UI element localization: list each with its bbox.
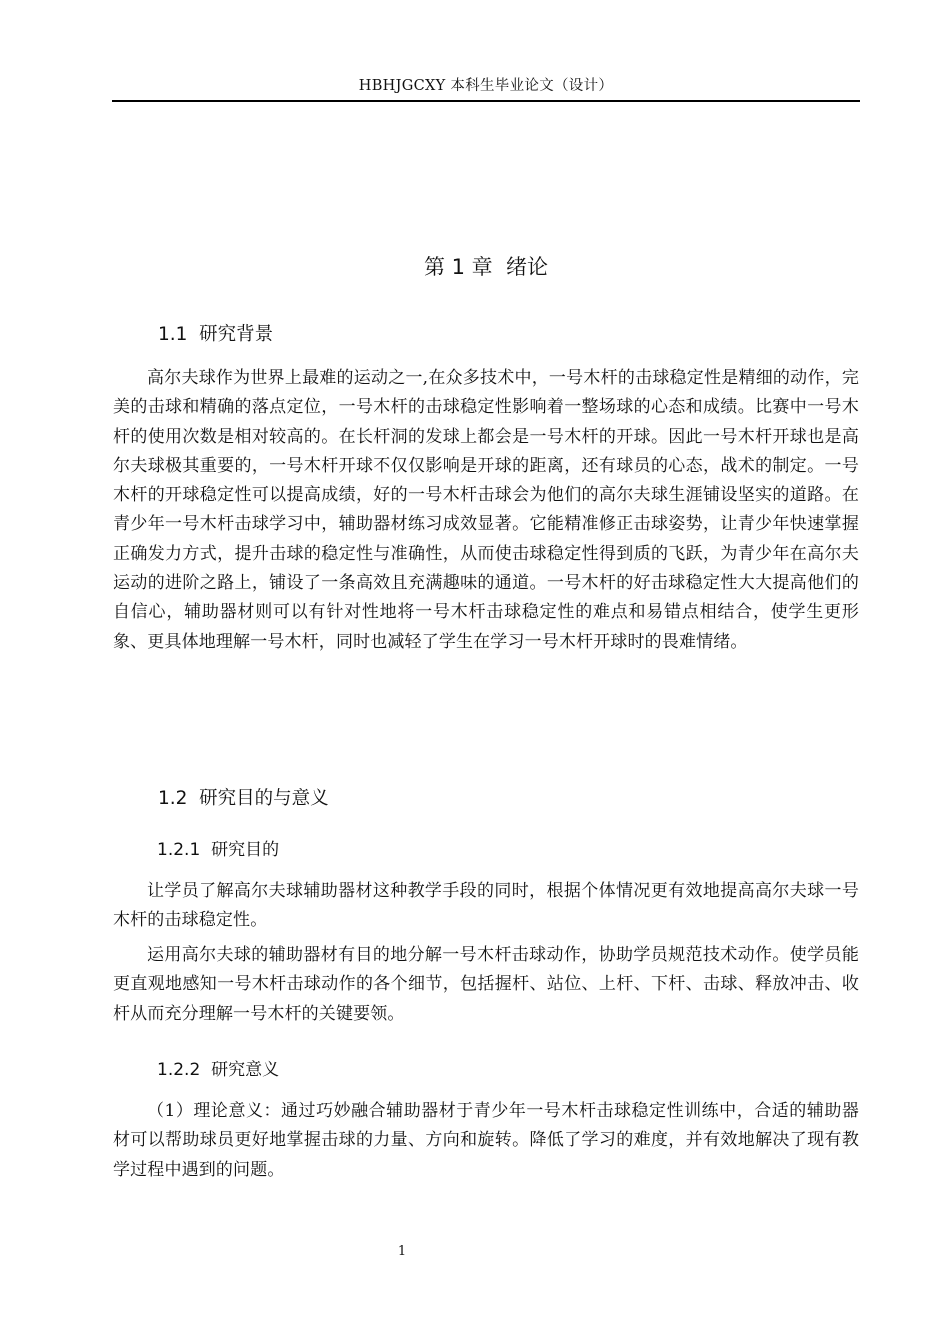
chapter-title: 第 1 章 绪论	[423, 255, 549, 279]
subsection-heading-1-2-1: 1.2.1 研究目的	[157, 840, 280, 860]
background-paragraph: 高尔夫球作为世界上最难的运动之一,在众多技术中，一号木杆的击球稳定性是精细的动作，完美的击球和精确的落点定位，一号木杆的击球稳定性影响着一整场球的心态和成绩。比赛中一号木杆的使用次数是相对较高的。在长杆洞的发球上都会是一号木杆的开球。因此一号木杆开球也是高尔夫球极其重要的，一号木杆开球不仅仅影响是开球的距离，还有球员的心态，战术的制定。一号木杆的开球稳定性可以提高成绩，好的一号木杆击球会为他们的高尔夫球生涯铺设坚实的道路。在青少年一号木杆击球学习中，辅助器材练习成效显著。它能精准修正击球姿势，让青少年快速掌握正确发力方式，提升击球的稳定性与准确性，从而使击球稳定性得到质的飞跃，为青少年在高尔夫运动的进阶之路上，铺设了一条高效且充满趣味的通道。一号木杆的好击球稳定性大大提高他们的自信心，辅助器材则可以有针对性地将一号木杆击球稳定性的难点和易错点相结合，使学生更形象、更具体地理解一号木杆，同时也减轻了学生在学习一号木杆开球时的畏难情绪。	[113, 368, 859, 652]
significance-paragraph-1: （1）理论意义：通过巧妙融合辅助器材于青少年一号木杆击球稳定性训练中，合适的辅助器材可以帮助球员更好地掌握击球的力量、方向和旋转。降低了学习的难度，并有效地解决了现有教学过程中遇到的问题。	[113, 1101, 859, 1180]
subsection-heading-1-2-2: 1.2.2 研究意义	[157, 1060, 280, 1080]
page-number: 1	[397, 1244, 407, 1259]
running-header: HBHJGCXY 本科生毕业论文（设计）	[358, 78, 614, 94]
purpose-paragraph-1: 让学员了解高尔夫球辅助器材这种教学手段的同时，根据个体情况更有效地提高高尔夫球一号木杆的击球稳定性。	[113, 881, 859, 931]
section-heading-1-1: 1.1 研究背景	[158, 324, 274, 345]
header-divider	[112, 100, 860, 102]
section-heading-1-2: 1.2 研究目的与意义	[158, 788, 329, 809]
purpose-paragraph-2: 运用高尔夫球的辅助器材有目的地分解一号木杆击球动作，协助学员规范技术动作。使学员能更直观地感知一号木杆击球动作的各个细节，包括握杆、站位、上杆、下杆、击球、释放冲击、收杆从而充分理解一号木杆的关键要领。	[113, 945, 859, 1024]
